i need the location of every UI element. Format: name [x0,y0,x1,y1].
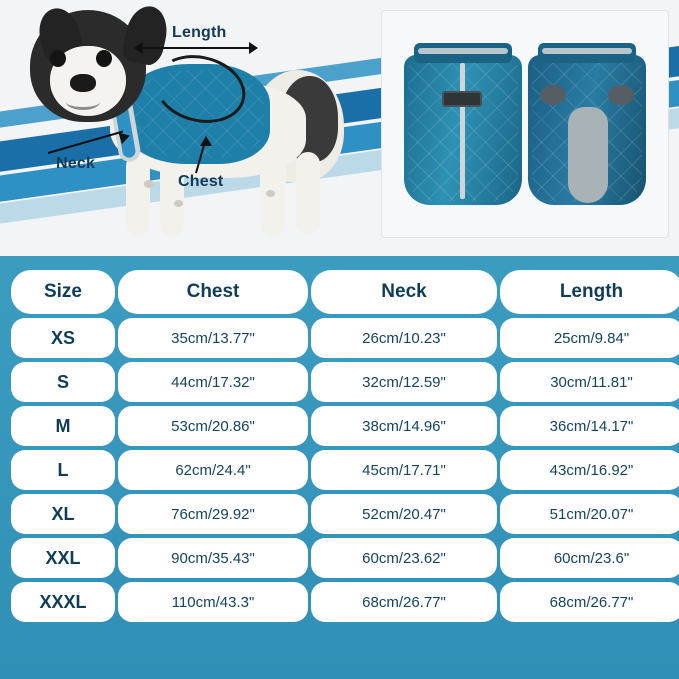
jacket-front-view [404,33,522,205]
dog-coat-spot [174,200,183,207]
cell-chest: 90cm/35.43" [118,538,308,578]
cell-length: 43cm/16.92" [500,450,679,490]
jacket-leg-hole-right [608,85,634,105]
annotation-arrow-length-left [134,42,143,54]
table-row [11,450,679,490]
annotation-label-neck: Neck [56,155,96,172]
cell-size: XXXL [11,582,115,622]
table-row [11,318,679,358]
dog-nose [70,74,96,92]
cell-size: S [11,362,115,402]
cell-chest: 53cm/20.86" [118,406,308,446]
cell-length: 51cm/20.07" [500,494,679,534]
cell-neck: 32cm/12.59" [311,362,497,402]
cell-chest: 110cm/43.3" [118,582,308,622]
jacket-back-lining [568,107,608,203]
hero-section [0,0,679,256]
size-table [8,266,679,626]
cell-chest: 62cm/24.4" [118,450,308,490]
cell-length: 68cm/26.77" [500,582,679,622]
cell-length: 25cm/9.84" [500,318,679,358]
dog-coat-spot [144,180,154,188]
cell-size: XS [11,318,115,358]
cell-chest: 44cm/17.32" [118,362,308,402]
dog-leg-front-right [160,156,184,236]
jacket-buckle [442,91,482,107]
table-row [11,406,679,446]
reflective-strip-back [542,48,632,54]
column-header-neck: Neck [311,270,497,314]
jacket-zipper [460,63,465,199]
dog-ear-right [120,2,171,67]
cell-neck: 45cm/17.71" [311,450,497,490]
jacket-leg-hole-left [540,85,566,105]
cell-length: 36cm/14.17" [500,406,679,446]
column-header-chest: Chest [118,270,308,314]
table-row [11,494,679,534]
dog-leg-rear-right [296,152,320,234]
dog-mouth [66,94,100,110]
annotation-label-chest: Chest [178,173,224,190]
cell-neck: 38cm/14.96" [311,406,497,446]
cell-neck: 68cm/26.77" [311,582,497,622]
column-header-size: Size [11,270,115,314]
cell-size: XXL [11,538,115,578]
dog-eye-left [50,50,66,67]
dog-leg-front-left [126,154,150,236]
cell-size: M [11,406,115,446]
cell-length: 30cm/11.81" [500,362,679,402]
table-row [11,582,679,622]
column-header-length: Length [500,270,679,314]
product-photo-inset [381,10,669,238]
dog-eye-right [96,50,112,67]
annotation-arrow-length-right [249,42,258,54]
annotation-arrow-chest [200,136,212,146]
dog-coat-spot [266,190,275,197]
annotation-line-length [140,47,250,49]
cell-neck: 60cm/23.62" [311,538,497,578]
jacket-back-view [528,33,646,205]
annotation-label-length: Length [172,24,227,41]
cell-neck: 26cm/10.23" [311,318,497,358]
table-header-row [11,270,679,314]
cell-size: L [11,450,115,490]
reflective-strip-front [418,48,508,54]
cell-length: 60cm/23.6" [500,538,679,578]
table-row [11,362,679,402]
size-table-section [0,256,679,679]
cell-neck: 52cm/20.47" [311,494,497,534]
cell-chest: 76cm/29.92" [118,494,308,534]
cell-size: XL [11,494,115,534]
cell-chest: 35cm/13.77" [118,318,308,358]
table-row [11,538,679,578]
